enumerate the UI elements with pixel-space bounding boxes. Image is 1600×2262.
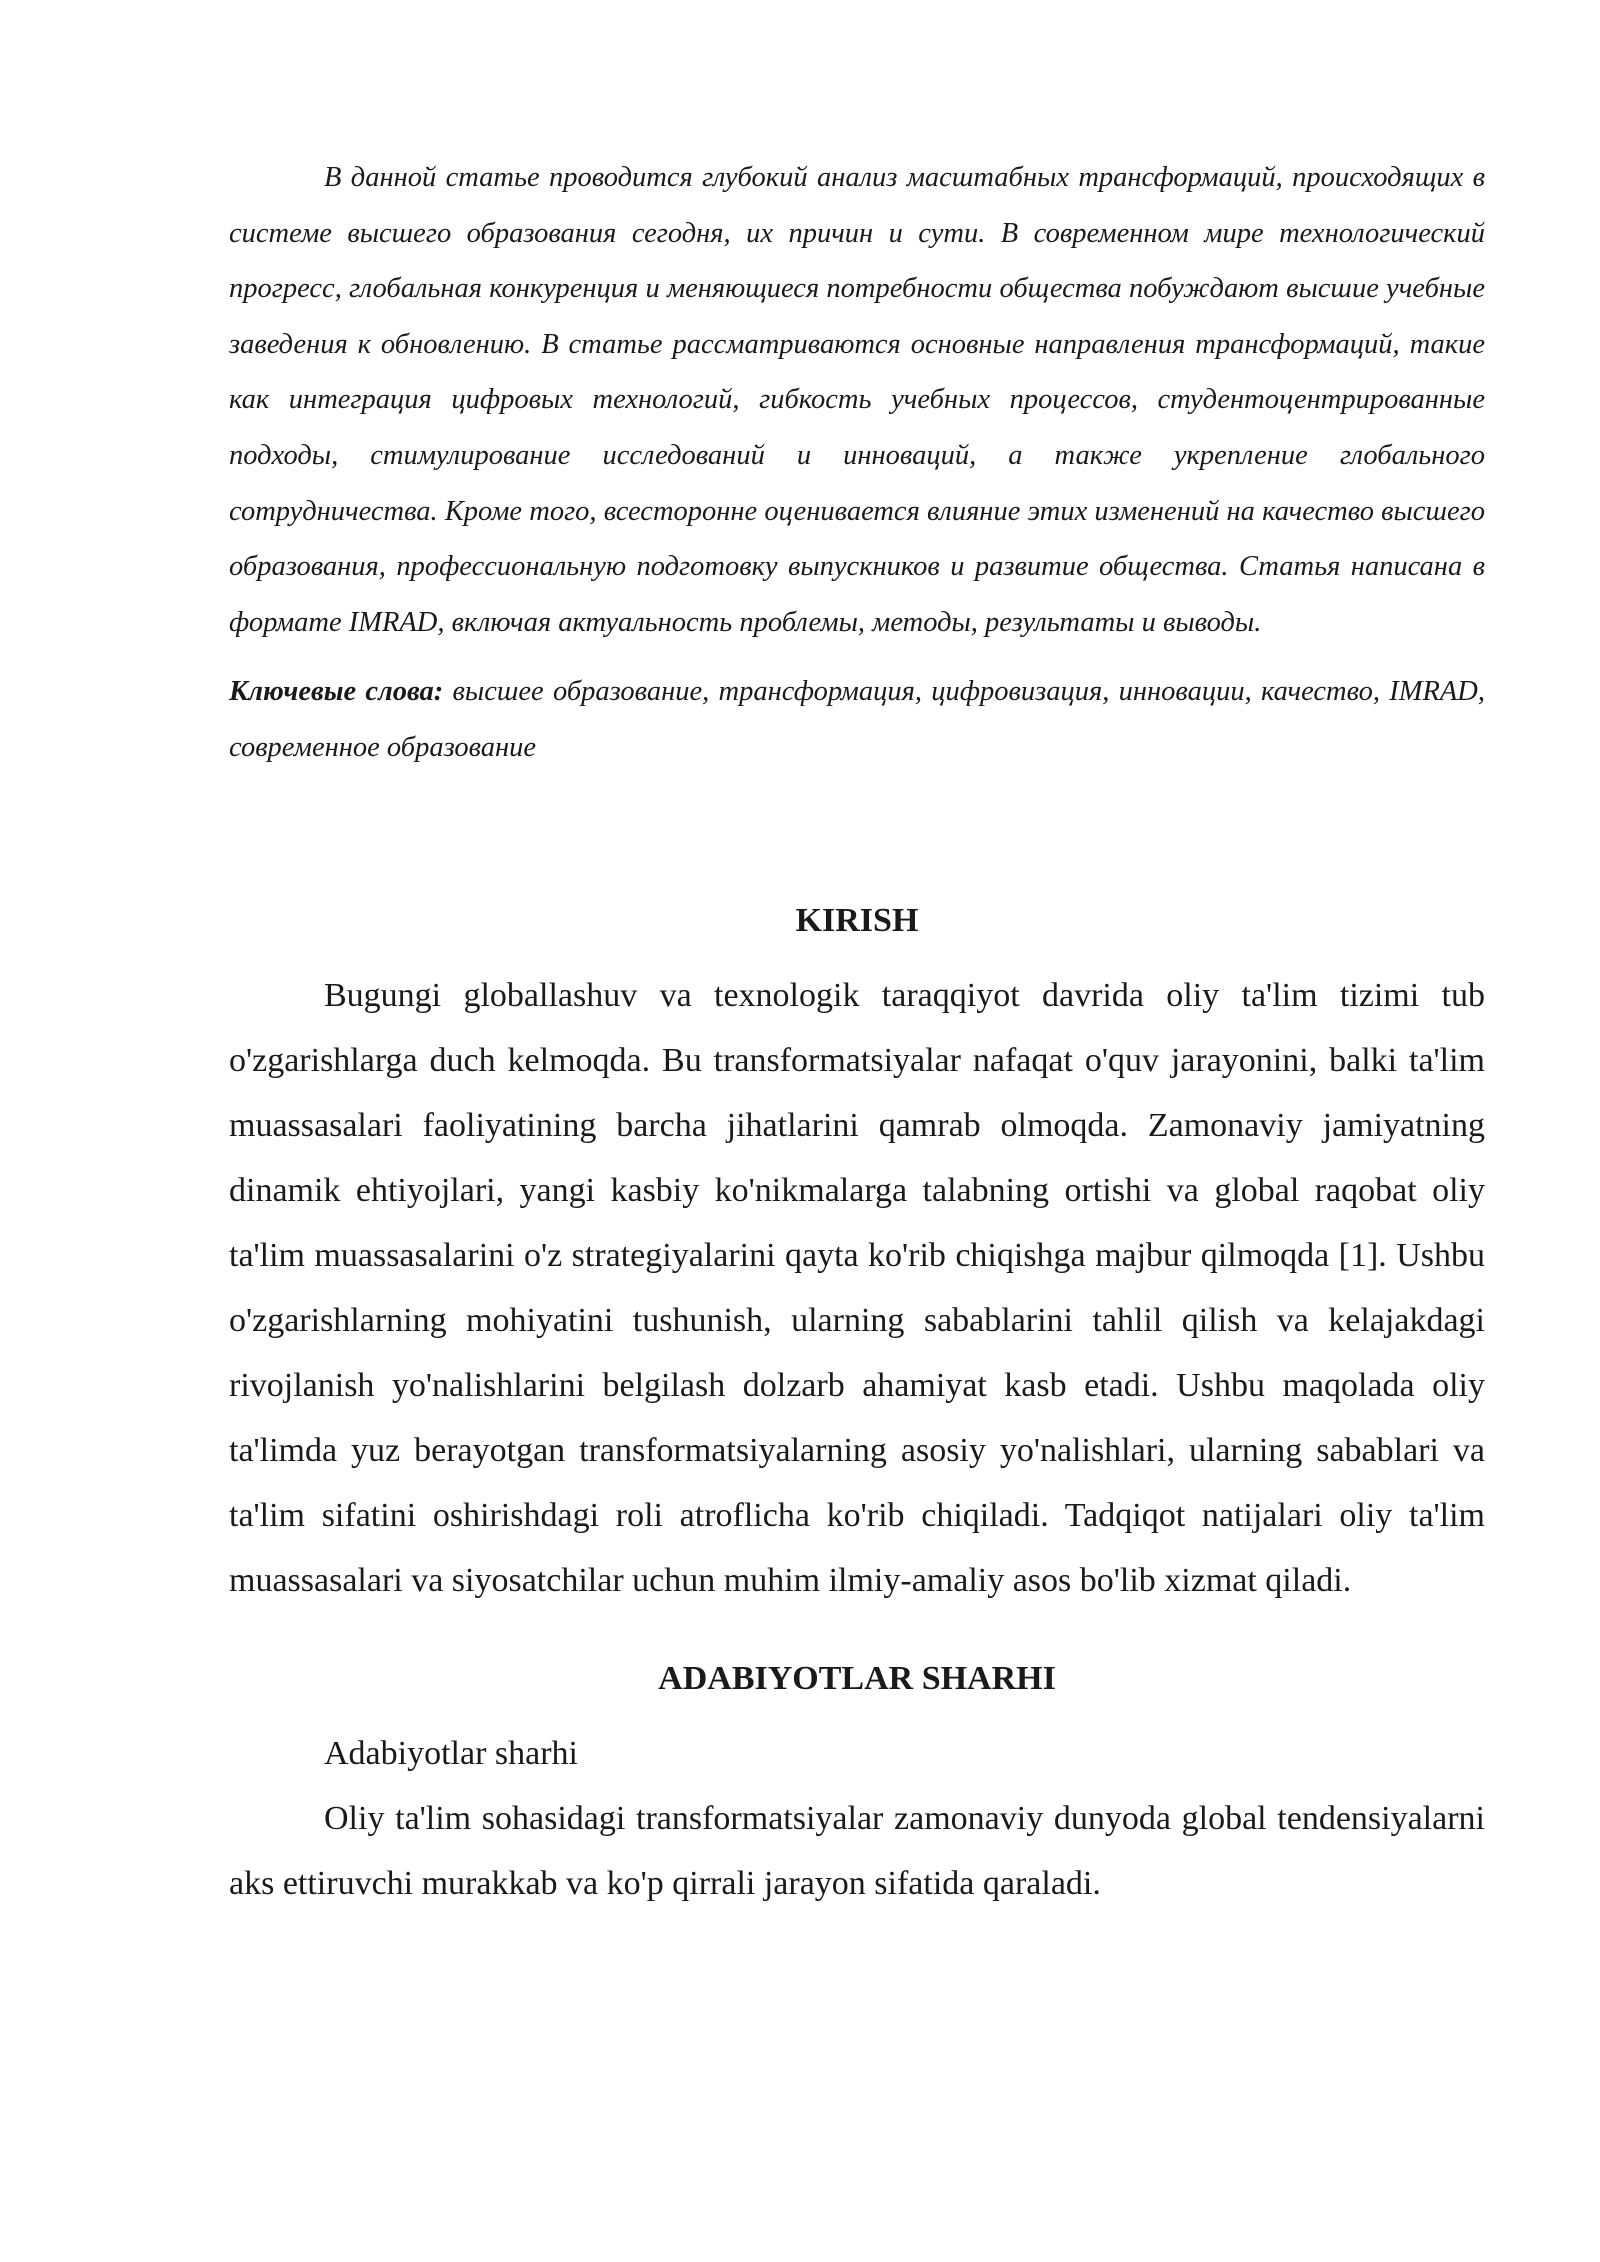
keywords-text: высшее образование, трансформация, цифровизация, инновации, качество, IMRAD, современное образование xyxy=(229,676,1485,763)
keywords-paragraph xyxy=(229,664,1485,775)
abstract-paragraph: В данной статье проводится глубокий анализ масштабных трансформаций, происходящих в системе высшего образования сегодня, их причин и сути. В современном мире технологический прогресс, глобальная конкуренция и меняющиеся потребности общества побуждают высшие учебные заведения к обновлению. В статье рассматриваются основные направления трансформаций, такие как интеграция цифровых технологий, гибкость учебных процессов, студентоцентрированные подходы, стимулирование исследований и инноваций, а также укрепление глобального сотрудничества. Кроме того, всесторонне оценивается влияние этих изменений на качество высшего образования, профессиональную подготовку выпускников и развитие общества. Статья написана в формате IMRAD, включая актуальность проблемы, методы, результаты и выводы. xyxy=(229,162,1485,638)
adabiyotlar-subheading: Adabiyotlar sharhi xyxy=(324,1734,578,1772)
keywords-label: Ключевые слова: xyxy=(229,676,444,708)
section-heading-adabiyotlar: ADABIYOTLAR SHARHI xyxy=(658,1659,1056,1697)
document-page xyxy=(229,150,1485,1916)
section-heading-kirish: KIRISH xyxy=(795,901,919,939)
kirish-paragraph: Bugungi globallashuv va texnologik taraqqiyot davrida oliy ta'lim tizimi tub o'zgarishlarga duch kelmoqda. Bu transformatsiyalar nafaqat o'quv jarayonini, balki ta'lim muassasalari faoliyatining barcha jihatlarini qamrab olmoqda. Zamonaviy jamiyatning dinamik ehtiyojlari, yangi kasbiy ko'nikmalarga talabning ortishi va global raqobat oliy ta'lim muassasalarini o'z strategiyalarini qayta ko'rib chiqishga majbur qilmoqda [1]. Ushbu o'zgarishlarning mohiyatini tushunish, ularning sabablarini tahlil qilish va kelajakdagi rivojlanish yo'nalishlarini belgilash dolzarb ahamiyat kasb etadi. Ushbu maqolada oliy ta'limda yuz berayotgan transformatsiyalarning asosiy yo'nalishlari, ularning sabablari va ta'lim sifatini oshirishdagi roli atroflicha ko'rib chiqiladi. Tadqiqot natijalari oliy ta'lim muassasalari va siyosatchilar uchun muhim ilmiy-amaliy asos bo'lib xizmat qiladi. xyxy=(229,976,1485,1599)
adabiyotlar-paragraph: Oliy ta'lim sohasidagi transformatsiyalar zamonaviy dunyoda global tendensiyalarni aks ettiruvchi murakkab va ko'p qirrali jarayon sifatida qaraladi. xyxy=(229,1799,1485,1902)
